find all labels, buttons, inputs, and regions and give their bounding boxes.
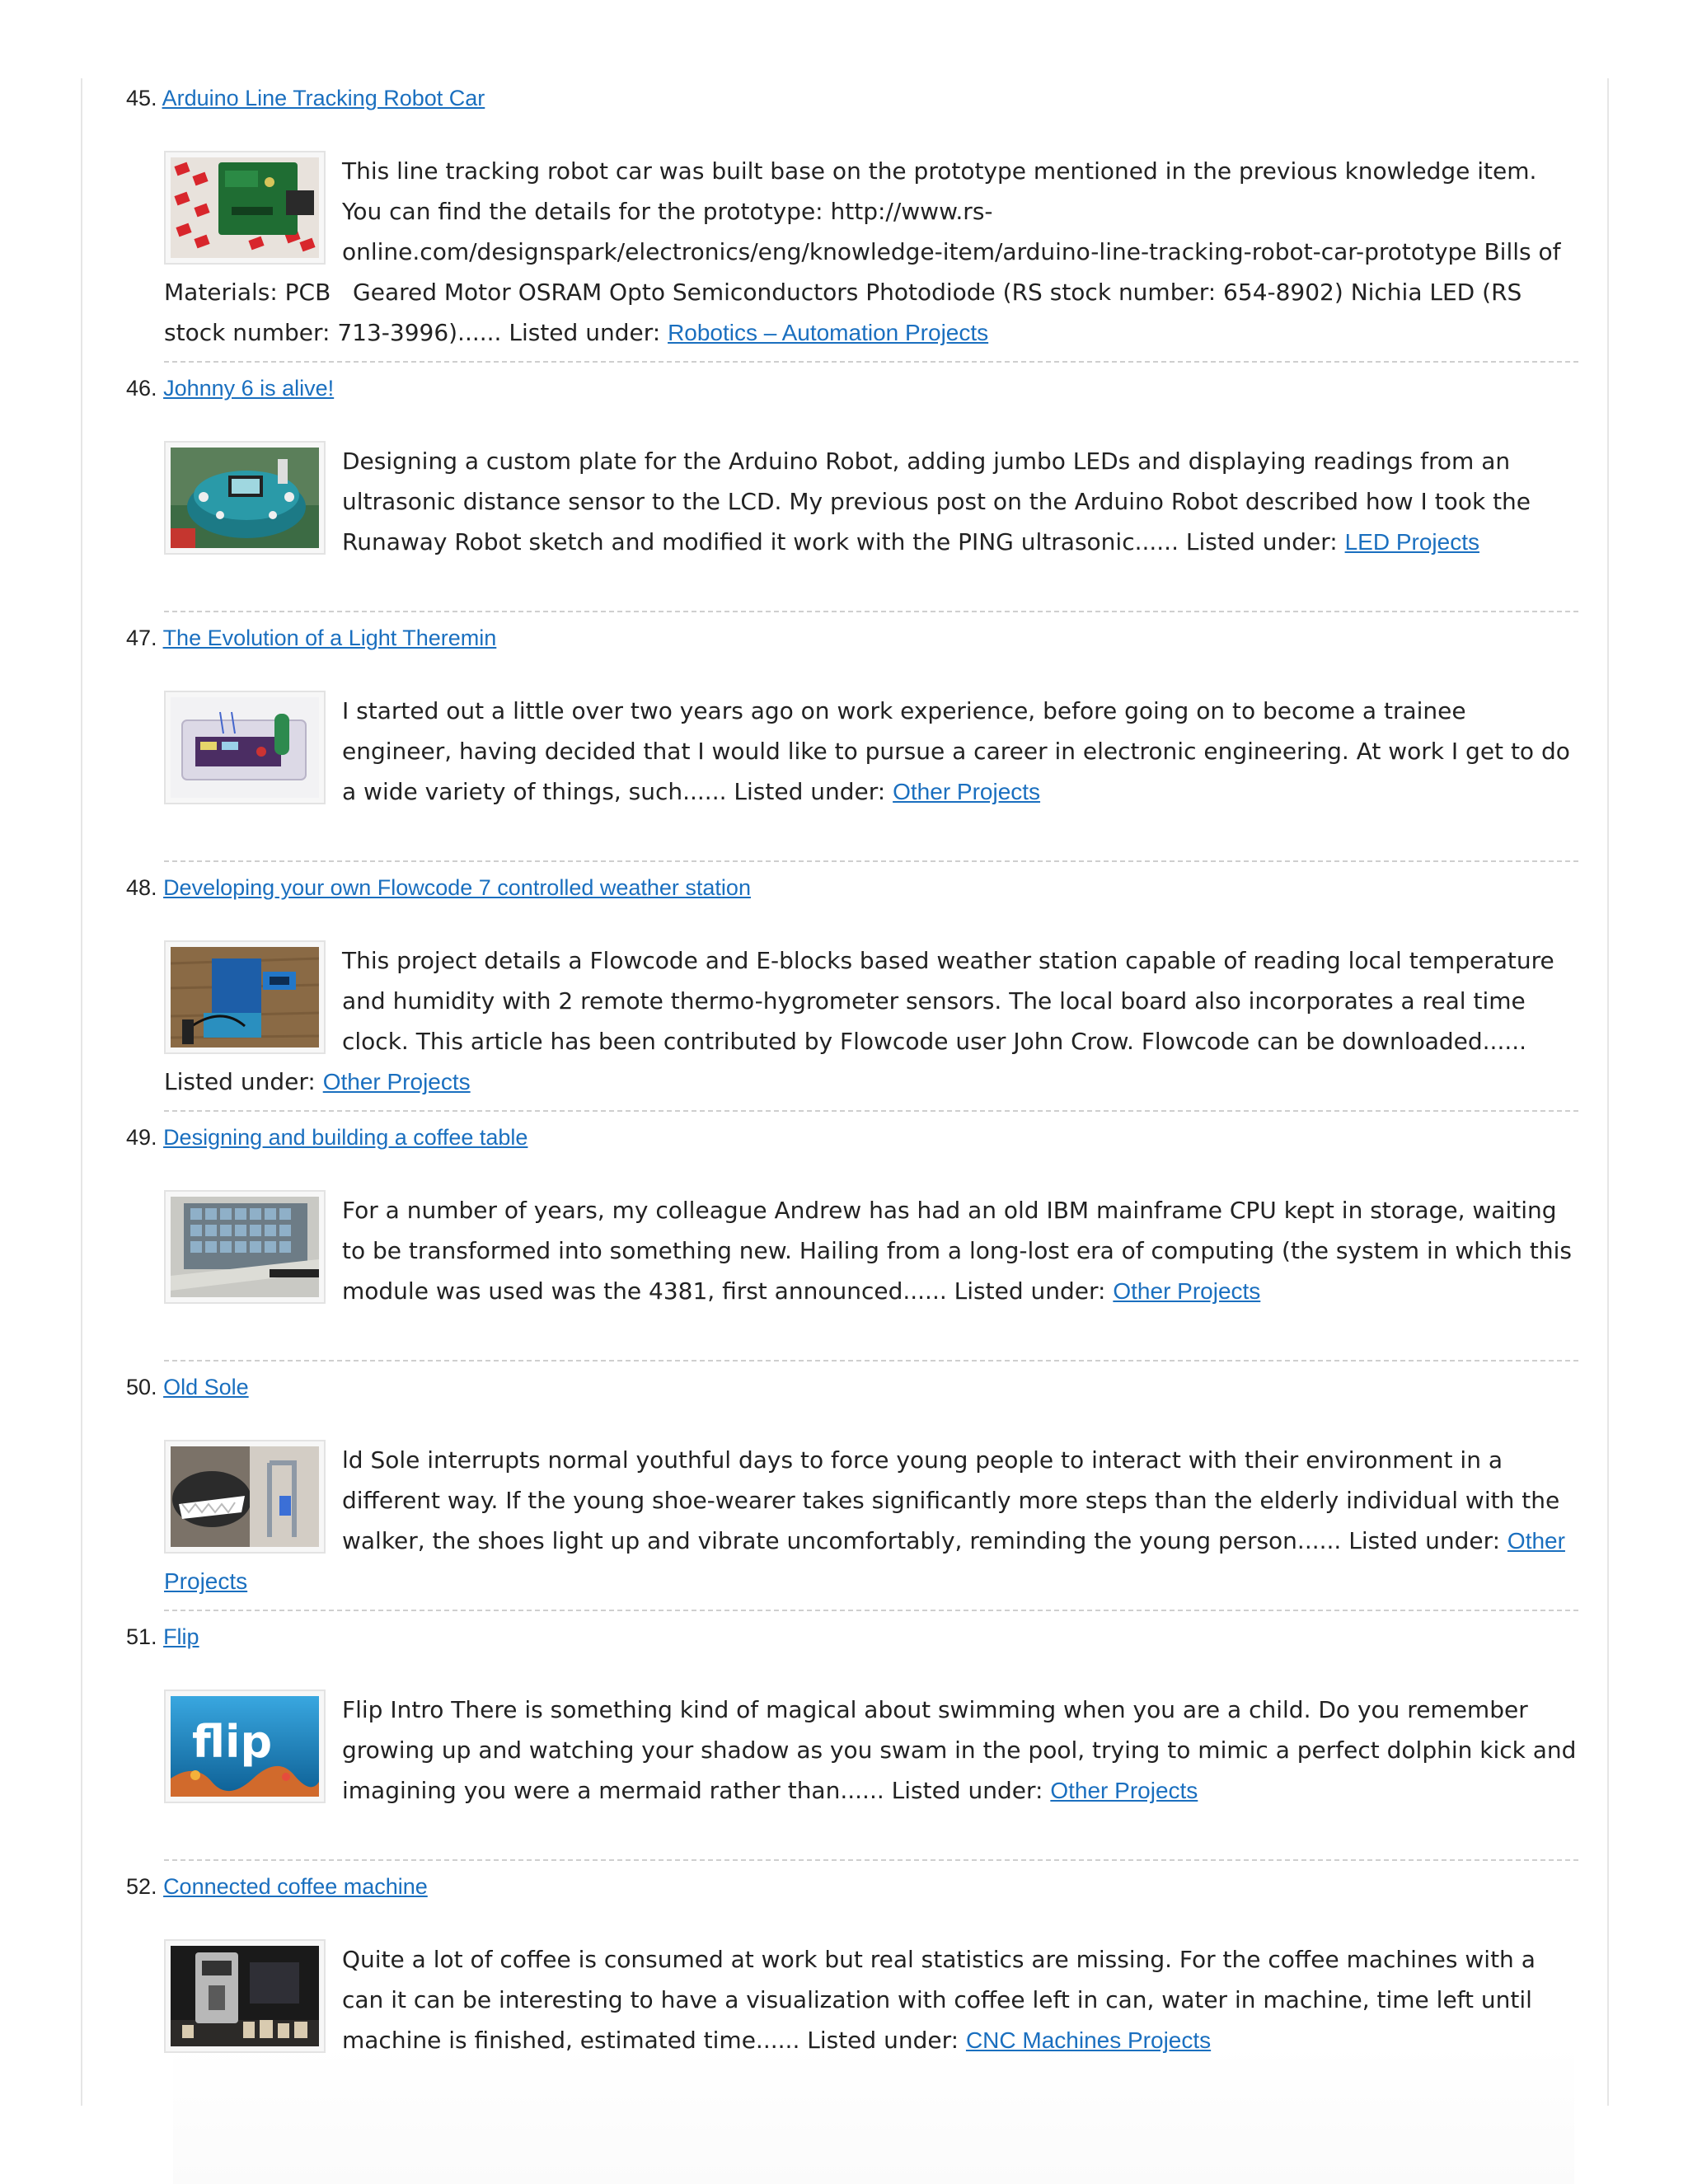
- category-link[interactable]: Other Projects: [1113, 1278, 1261, 1304]
- post-thumbnail[interactable]: [164, 940, 326, 1054]
- post-body: [164, 1440, 1578, 1601]
- flip-logo-text: flip: [192, 1716, 273, 1768]
- post-summary: ld Sole interrupts normal youthful days to force young people to interact with their environment in a different way. If the young shoe-wearer takes significantly more steps than the elderly individual with the walker, the shoes light up and vibrate uncomfortably, reminding the young person...... Listed under:: [342, 1446, 1560, 1554]
- post-number: 45.: [126, 86, 157, 110]
- post-summary: Flip Intro There is something kind of magical about swimming when you are a child. Do you remember growing up and watching your shadow as you swam in the pool, trying to mimic a perfect dolphin kick and imagining you were a mermaid rather than...... Listed under:: [342, 1696, 1577, 1804]
- shoe-walker-thumbnail: [171, 1446, 319, 1547]
- robot-car-pcb-image: [171, 157, 319, 258]
- post-title-link[interactable]: Arduino Line Tracking Robot Car: [162, 86, 485, 110]
- post-header: [126, 1622, 199, 1652]
- post-title-link[interactable]: The Evolution of a Light Theremin: [162, 626, 497, 650]
- post-summary: For a number of years, my colleague Andrew has had an old IBM mainframe CPU kept in storage, waiting to be transformed into something new. Hailing from a long-lost era of computing (the system in which this module was used was the 4381, first announced...... Listed under:: [342, 1197, 1572, 1305]
- flip-logo-thumbnail: [171, 1696, 319, 1797]
- post-number: 48.: [126, 875, 157, 900]
- light-theremin-thumbnail: [171, 697, 319, 798]
- post-header: [126, 1872, 428, 1901]
- post-divider: [164, 611, 1578, 612]
- post-header: [126, 83, 485, 113]
- post-divider: [164, 1110, 1578, 1112]
- post-number: 49.: [126, 1125, 157, 1150]
- post-thumbnail[interactable]: [164, 1939, 326, 2053]
- post-divider: [164, 1360, 1578, 1361]
- post-divider: [164, 860, 1578, 862]
- weather-station-board-thumbnail: [171, 947, 319, 1047]
- post-divider: [164, 361, 1578, 363]
- post-number: 51.: [126, 1624, 157, 1649]
- post-divider: [164, 1859, 1578, 1861]
- post-title-link[interactable]: Johnny 6 is alive!: [163, 376, 335, 401]
- post-title-link[interactable]: Designing and building a coffee table: [163, 1125, 528, 1150]
- weather-station-image: [171, 947, 319, 1047]
- post-body: [164, 1190, 1578, 1311]
- post-summary: This project details a Flowcode and E-blocks based weather station capable of reading local temperature and humidity with 2 remote thermo-hygrometer sensors. The local board also incorporates a real time clock. This article has been contributed by Flowcode user John Crow. Flowcode can be downloaded...... Listed under:: [164, 947, 1554, 1095]
- post-thumbnail[interactable]: [164, 1690, 326, 1803]
- post-summary: This line tracking robot car was built base on the prototype mentioned in the previous knowledge item. You can find the details for the prototype: http://www.rs-online.com/designspark/electronics/eng/knowledge-item/arduino-line-tracking-robot-car-prototype Bills of Materials: PCB Geared Motor OSRAM Opto Semiconductors Photodiode (RS stock number: 654-8902) Nichia LED (RS stock number: 713-3996)...... Listed under:: [164, 157, 1561, 346]
- category-link[interactable]: LED Projects: [1344, 529, 1479, 555]
- post-number: 52.: [126, 1874, 157, 1899]
- post-number: 46.: [126, 376, 157, 401]
- post-summary: Designing a custom plate for the Arduino Robot, adding jumbo LEDs and displaying readings from an ultrasonic distance sensor to the LCD. My previous post on the Arduino Robot described how I took the Runaway Robot sketch and modified it work with the PING ultrasonic...... Listed under:: [342, 448, 1531, 555]
- category-link[interactable]: Other Projects: [893, 779, 1041, 804]
- post-title-link[interactable]: Old Sole: [163, 1375, 249, 1399]
- post-header: [126, 1372, 249, 1402]
- shoe-walker-image: [171, 1446, 319, 1547]
- light-theremin-image: [171, 697, 319, 798]
- post-title-link[interactable]: Developing your own Flowcode 7 controlled weather station: [163, 875, 751, 900]
- post-header: [126, 373, 334, 403]
- post-body: [164, 1690, 1578, 1811]
- category-link[interactable]: CNC Machines Projects: [965, 2027, 1212, 2053]
- post-summary: Quite a lot of coffee is consumed at work but real statistics are missing. For the coffee machines with a can it can be interesting to have a visualization with coffee left in can, water in machine, time left until machine is finished, estimated time...... Listed under:: [342, 1946, 1536, 2054]
- post-header: [126, 873, 751, 902]
- category-link[interactable]: Other Projects: [1050, 1778, 1198, 1803]
- coffee-machine-thumbnail: [171, 1946, 319, 2046]
- post-thumbnail[interactable]: [164, 1440, 326, 1554]
- post-summary: I started out a little over two years ago on work experience, before going on to become a trainee engineer, having decided that I would like to pursue a career in electronic engineering. At work I get to do a wide variety of things, such...... Listed under:: [342, 697, 1570, 805]
- post-thumbnail[interactable]: [164, 1190, 326, 1304]
- post-title-link[interactable]: Connected coffee machine: [163, 1874, 428, 1899]
- post-body: [164, 441, 1578, 562]
- mainframe-cpu-thumbnail: [171, 1197, 319, 1297]
- category-link[interactable]: Other Projects: [164, 1528, 1565, 1594]
- post-number: 50.: [126, 1375, 157, 1399]
- coffee-machine-image: [171, 1946, 319, 2046]
- post-body: [164, 151, 1578, 353]
- arduino-robot-image: [171, 448, 319, 548]
- flip-logo-image: [171, 1696, 319, 1797]
- post-body: [164, 1939, 1578, 2060]
- post-body: [164, 691, 1578, 812]
- post-thumbnail[interactable]: [164, 151, 326, 265]
- mainframe-cpu-image: [171, 1197, 319, 1297]
- post-number: 47.: [126, 626, 157, 650]
- post-title-link[interactable]: Flip: [163, 1624, 199, 1649]
- post-thumbnail[interactable]: [164, 441, 326, 555]
- category-link[interactable]: Other Projects: [322, 1069, 471, 1094]
- arduino-robot-thumbnail: [171, 448, 319, 548]
- post-header: [126, 623, 496, 653]
- post-divider: [164, 1610, 1578, 1611]
- post-header: [126, 1122, 528, 1152]
- post-body: [164, 940, 1578, 1102]
- category-link[interactable]: Robotics – Automation Projects: [668, 320, 989, 345]
- post-thumbnail[interactable]: [164, 691, 326, 804]
- robot-car-pcb-thumbnail: [171, 157, 319, 258]
